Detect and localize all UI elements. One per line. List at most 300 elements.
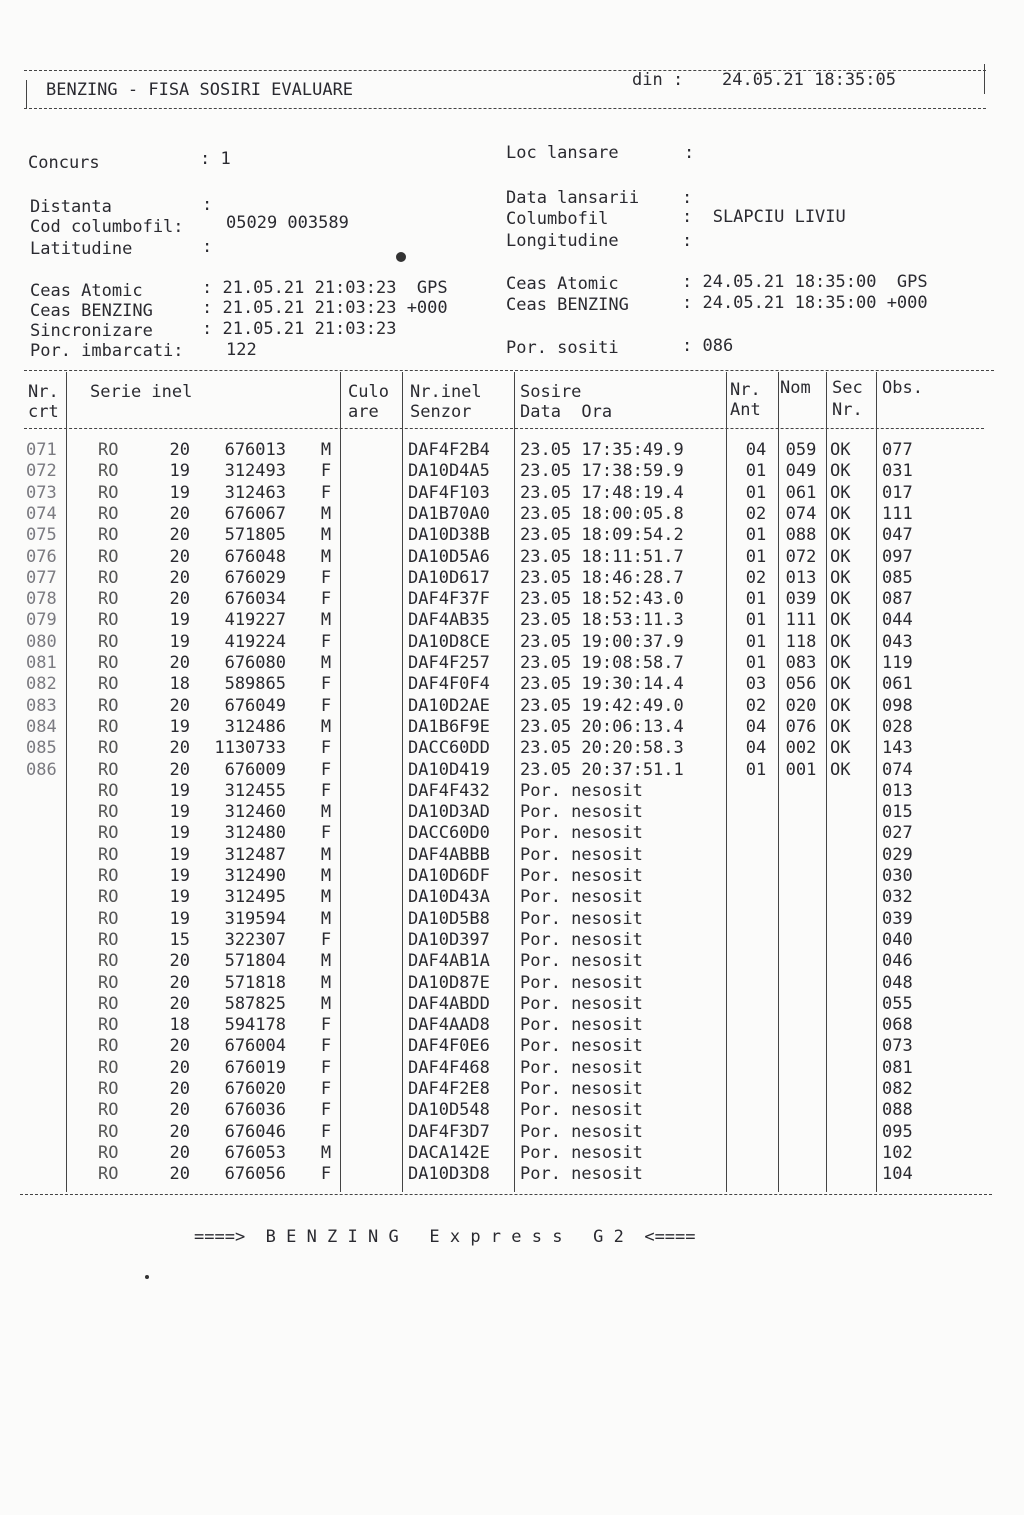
table-row (0, 1036, 1024, 1057)
observation-number: 013 (882, 780, 913, 801)
ring-year: 20 (169, 1164, 190, 1185)
arrival-time: 23.05 18:09:54.2 (520, 525, 684, 546)
table-row (0, 653, 1024, 674)
pigeon-sex: F (320, 567, 332, 588)
ring-country: RO (98, 951, 119, 972)
security-status: OK (830, 482, 851, 503)
sensor-id: DA10D87E (408, 972, 490, 993)
ring-year: 20 (169, 1057, 190, 1078)
ring-year: 20 (169, 503, 190, 524)
table-row (0, 696, 1024, 717)
nom-number: 111 (785, 610, 817, 631)
ceas-benzing-left-label: Ceas BENZING (30, 301, 153, 321)
ring-year: 20 (169, 653, 190, 673)
security-status: OK (830, 631, 851, 652)
observation-number: 074 (882, 759, 913, 780)
ring-number: 419224 (224, 631, 286, 652)
ring-number: 676046 (224, 1121, 286, 1142)
nom-number: 056 (785, 674, 817, 695)
table-row (0, 909, 1024, 930)
nom-number: 061 (785, 482, 817, 503)
sensor-id: DA10D3AD (408, 802, 490, 823)
security-status: OK (830, 738, 851, 759)
table-row (0, 610, 1024, 631)
ring-number: 322307 (224, 929, 286, 950)
sincronizare-label: Sincronizare (30, 321, 153, 341)
pigeon-sex: F (320, 482, 332, 503)
ring-year: 19 (169, 716, 190, 737)
ring-year: 19 (169, 802, 190, 823)
table-row (0, 440, 1024, 461)
antenna-number: 04 (745, 738, 767, 759)
col-culoare-header: Culo (348, 382, 389, 402)
pigeon-sex: M (320, 972, 332, 993)
footer-banner (0, 1207, 1024, 1267)
ring-number: 312495 (224, 887, 286, 908)
imbarcati-value: 122 (226, 340, 257, 360)
sensor-id: DAF4F432 (408, 780, 490, 801)
sensor-id: DAF4F103 (408, 482, 490, 503)
col-obs-header: Obs. (882, 378, 923, 398)
observation-number: 102 (882, 1142, 913, 1163)
pigeon-sex: M (320, 951, 332, 972)
ring-country: RO (98, 1057, 119, 1078)
table-row (0, 483, 1024, 504)
pigeon-sex: F (320, 1015, 332, 1036)
ring-year: 15 (169, 929, 190, 950)
table-bottom-border (20, 1194, 992, 1195)
sensor-id: DAF4AB35 (408, 610, 490, 631)
row-number: 076 (26, 546, 57, 567)
sensor-id: DACA142E (408, 1142, 490, 1163)
sositi-label: Por. sositi (506, 338, 619, 358)
observation-number: 047 (882, 525, 913, 546)
observation-number: 085 (882, 567, 913, 588)
security-status: OK (830, 653, 851, 673)
ring-year: 20 (169, 567, 190, 588)
row-number: 081 (26, 653, 57, 673)
security-status: OK (830, 440, 851, 460)
arrival-time: 23.05 20:37:51.1 (520, 759, 684, 780)
ring-year: 20 (169, 759, 190, 780)
observation-number: 143 (882, 738, 913, 759)
ring-year: 18 (169, 1015, 190, 1036)
ring-country: RO (98, 653, 119, 673)
nom-number: 001 (785, 759, 817, 780)
table-row (0, 1122, 1024, 1143)
sensor-id: DAF4F2B4 (408, 440, 490, 460)
pigeon-sex: F (320, 1057, 332, 1078)
ring-country: RO (98, 461, 119, 482)
antenna-number: 01 (745, 546, 767, 567)
ring-country: RO (98, 1015, 119, 1036)
ceas-benzing-right-label: Ceas BENZING (506, 295, 629, 315)
date-label: din : (632, 70, 684, 90)
arrival-time: 23.05 17:35:49.9 (520, 440, 684, 460)
arrival-time: Por. nesosit (520, 1142, 643, 1163)
sincronizare-value: : 21.05.21 21:03:23 (202, 319, 397, 339)
row-number: 086 (26, 759, 57, 780)
arrival-time: Por. nesosit (520, 1057, 643, 1078)
ring-year: 19 (169, 908, 190, 929)
nom-number: 013 (785, 567, 817, 588)
sensor-id: DAF4F3D7 (408, 1121, 490, 1142)
ring-number: 312480 (224, 823, 286, 844)
ring-country: RO (98, 929, 119, 950)
arrival-time: 23.05 17:38:59.9 (520, 461, 684, 482)
ring-country: RO (98, 993, 119, 1014)
ring-year: 20 (169, 972, 190, 993)
sensor-id: DAF4ABDD (408, 993, 490, 1014)
ring-number: 571805 (224, 525, 286, 546)
ring-number: 676004 (224, 1036, 286, 1057)
sensor-id: DA10D419 (408, 759, 490, 780)
header-left-border (26, 80, 27, 108)
ring-number: 1130733 (214, 738, 286, 759)
ring-country: RO (98, 1079, 119, 1099)
security-status: OK (830, 567, 851, 588)
ring-year: 19 (169, 610, 190, 631)
ring-country: RO (98, 1036, 119, 1057)
pigeon-sex: M (320, 503, 332, 524)
ring-country: RO (98, 631, 119, 652)
table-row (0, 525, 1024, 546)
observation-number: 044 (882, 610, 913, 631)
sensor-id: DA10D397 (408, 929, 490, 950)
security-status: OK (830, 695, 851, 716)
table-row (0, 866, 1024, 887)
ceas-atomic-left-label: Ceas Atomic (30, 281, 143, 301)
ring-country: RO (98, 1121, 119, 1142)
table-row (0, 589, 1024, 610)
concurs-value: : 1 (200, 149, 231, 169)
nom-number: 072 (785, 546, 817, 567)
row-number: 080 (26, 631, 57, 652)
ring-number: 676013 (224, 440, 286, 460)
observation-number: 029 (882, 844, 913, 865)
arrival-time: 23.05 19:08:58.7 (520, 653, 684, 673)
ring-number: 676067 (224, 503, 286, 524)
sensor-id: DA10D2AE (408, 695, 490, 716)
sensor-id: DA10D5B8 (408, 908, 490, 929)
pigeon-sex: M (320, 610, 332, 631)
pigeon-sex: F (320, 1100, 332, 1121)
observation-number: 073 (882, 1036, 913, 1057)
antenna-number: 01 (745, 525, 767, 546)
nom-number: 049 (785, 461, 817, 482)
arrival-time: 23.05 19:00:37.9 (520, 631, 684, 652)
ring-year: 20 (169, 1121, 190, 1142)
ring-number: 676053 (224, 1142, 286, 1163)
arrival-time: 23.05 18:46:28.7 (520, 567, 684, 588)
header-bottom-border (24, 108, 986, 109)
sensor-id: DACC60D0 (408, 823, 490, 844)
antenna-number: 01 (745, 589, 767, 610)
sensor-id: DA1B6F9E (408, 716, 490, 737)
security-status: OK (830, 503, 851, 524)
ring-year: 20 (169, 951, 190, 972)
ring-country: RO (98, 802, 119, 823)
table-row (0, 1164, 1024, 1185)
distanta-label: Distanta (30, 197, 112, 217)
ring-number: 312460 (224, 802, 286, 823)
ring-country: RO (98, 567, 119, 588)
sensor-id: DACC60DD (408, 738, 490, 759)
ring-year: 20 (169, 589, 190, 610)
ring-country: RO (98, 695, 119, 716)
sensor-id: DA10D5A6 (408, 546, 490, 567)
ring-year: 20 (169, 1036, 190, 1057)
pigeon-sex: F (320, 631, 332, 652)
loc-lansare-label: Loc lansare (506, 143, 619, 163)
pigeon-sex: F (320, 1121, 332, 1142)
ceas-atomic-left-value: : 21.05.21 21:03:23 GPS (202, 278, 448, 298)
antenna-number: 03 (745, 674, 767, 695)
nom-number: 088 (785, 525, 817, 546)
table-row (0, 1079, 1024, 1100)
ring-year: 19 (169, 844, 190, 865)
observation-number: 030 (882, 866, 913, 886)
security-status: OK (830, 461, 851, 482)
observation-number: 104 (882, 1164, 913, 1185)
pigeon-sex: M (320, 653, 332, 673)
observation-number: 087 (882, 589, 913, 610)
ring-country: RO (98, 482, 119, 503)
observation-number: 081 (882, 1057, 913, 1078)
observation-number: 055 (882, 993, 913, 1014)
ring-country: RO (98, 887, 119, 908)
pigeon-sex: F (320, 461, 332, 482)
security-status: OK (830, 610, 851, 631)
ring-year: 19 (169, 631, 190, 652)
ring-country: RO (98, 823, 119, 844)
ring-number: 676080 (224, 653, 286, 673)
table-header-border (24, 428, 984, 429)
ring-number: 571818 (224, 972, 286, 993)
sensor-id: DA10D548 (408, 1100, 490, 1121)
observation-number: 077 (882, 440, 913, 460)
pigeon-sex: F (320, 1164, 332, 1185)
ring-country: RO (98, 866, 119, 886)
row-number: 085 (26, 738, 57, 759)
pigeon-sex: M (320, 887, 332, 908)
pigeon-sex: F (320, 589, 332, 610)
sensor-id: DAF4AAD8 (408, 1015, 490, 1036)
antenna-number: 01 (745, 631, 767, 652)
longitudine-label: Longitudine (506, 231, 619, 251)
sensor-id: DA1B70A0 (408, 503, 490, 524)
table-row (0, 760, 1024, 781)
observation-number: 032 (882, 887, 913, 908)
row-number: 074 (26, 503, 57, 524)
observation-number: 043 (882, 631, 913, 652)
observation-number: 039 (882, 908, 913, 929)
ring-number: 312487 (224, 844, 286, 865)
ring-number: 312455 (224, 780, 286, 801)
arrival-time: 23.05 18:11:51.7 (520, 546, 684, 567)
columbofil-label: Columbofil (506, 209, 609, 229)
ring-number: 312493 (224, 461, 286, 482)
ring-year: 20 (169, 546, 190, 567)
latitudine-value: : (202, 237, 213, 257)
ring-country: RO (98, 440, 119, 460)
pigeon-sex: M (320, 908, 332, 929)
observation-number: 082 (882, 1079, 913, 1099)
loc-lansare-value: : (684, 143, 695, 163)
sensor-id: DA10D4A5 (408, 461, 490, 482)
antenna-number: 01 (745, 482, 767, 503)
arrival-time: Por. nesosit (520, 951, 643, 972)
nom-number: 059 (785, 440, 817, 460)
pigeon-sex: M (320, 866, 332, 886)
row-number: 072 (26, 461, 57, 482)
sensor-id: DA10D3D8 (408, 1164, 490, 1185)
pigeon-sex: F (320, 695, 332, 716)
arrival-time: Por. nesosit (520, 1121, 643, 1142)
pigeon-sex: M (320, 546, 332, 567)
ring-country: RO (98, 780, 119, 801)
ring-year: 19 (169, 887, 190, 908)
row-number: 071 (26, 440, 57, 460)
arrival-time: Por. nesosit (520, 972, 643, 993)
table-row (0, 1100, 1024, 1121)
ring-number: 676034 (224, 589, 286, 610)
arrival-time: Por. nesosit (520, 1100, 643, 1121)
ring-number: 589865 (224, 674, 286, 695)
sensor-id: DAF4F2E8 (408, 1079, 490, 1099)
col-crt-header: crt (28, 402, 59, 422)
row-number: 082 (26, 674, 57, 695)
ring-year: 19 (169, 823, 190, 844)
arrival-time: 23.05 18:53:11.3 (520, 610, 684, 631)
arrival-time: 23.05 20:20:58.3 (520, 738, 684, 759)
pigeon-sex: F (320, 823, 332, 844)
table-row (0, 1015, 1024, 1036)
observation-number: 119 (882, 653, 913, 673)
row-number: 084 (26, 716, 57, 737)
data-lansarii-label: Data lansarii (506, 188, 640, 208)
ring-year: 18 (169, 674, 190, 695)
imbarcati-label: Por. imbarcati: (30, 341, 184, 361)
ring-year: 19 (169, 461, 190, 482)
table-top-border (24, 370, 994, 371)
observation-number: 111 (882, 503, 913, 524)
observation-number: 061 (882, 674, 913, 695)
ring-country: RO (98, 610, 119, 631)
sensor-id: DAF4F0F4 (408, 674, 490, 695)
pigeon-sex: M (320, 440, 332, 460)
col-sosire-header: Sosire (520, 382, 582, 402)
security-status: OK (830, 525, 851, 546)
ring-number: 676048 (224, 546, 286, 567)
ring-number: 676020 (224, 1079, 286, 1099)
antenna-number: 02 (745, 503, 767, 524)
ring-year: 19 (169, 482, 190, 503)
pigeon-sex: M (320, 1142, 332, 1163)
arrival-time: 23.05 18:00:05.8 (520, 503, 684, 524)
row-number: 079 (26, 610, 57, 631)
arrival-time: Por. nesosit (520, 844, 643, 865)
pigeon-sex: F (320, 738, 332, 759)
pigeon-sex: M (320, 993, 332, 1014)
cod-columbofil-value: 05029 003589 (226, 213, 349, 233)
nom-number: 002 (785, 738, 817, 759)
ring-country: RO (98, 503, 119, 524)
ink-spot (396, 252, 406, 262)
ring-number: 676036 (224, 1100, 286, 1121)
sensor-id: DAF4F257 (408, 653, 490, 673)
observation-number: 098 (882, 695, 913, 716)
ring-number: 312490 (224, 866, 286, 886)
sensor-id: DAF4AB1A (408, 951, 490, 972)
ring-country: RO (98, 738, 119, 759)
sensor-id: DAF4F468 (408, 1057, 490, 1078)
pigeon-sex: F (320, 674, 332, 695)
security-status: OK (830, 716, 851, 737)
table-row (0, 1058, 1024, 1079)
ring-country: RO (98, 844, 119, 865)
table-row (0, 951, 1024, 972)
table-row (0, 994, 1024, 1015)
ring-year: 20 (169, 695, 190, 716)
nom-number: 039 (785, 589, 817, 610)
table-row (0, 802, 1024, 823)
col-data-ora-header: Data Ora (520, 402, 613, 422)
pigeon-sex: M (320, 802, 332, 823)
table-row (0, 504, 1024, 525)
ring-year: 20 (169, 1100, 190, 1121)
ring-country: RO (98, 759, 119, 780)
arrival-time: Por. nesosit (520, 1015, 643, 1036)
table-row (0, 781, 1024, 802)
cod-columbofil-label: Cod columbofil: (30, 217, 184, 237)
table-row (0, 461, 1024, 482)
arrival-time: Por. nesosit (520, 887, 643, 908)
ring-year: 20 (169, 525, 190, 546)
col-serie-header: Serie inel (90, 382, 193, 402)
observation-number: 095 (882, 1121, 913, 1142)
observation-number: 015 (882, 802, 913, 823)
ring-number: 571804 (224, 951, 286, 972)
pigeon-sex: F (320, 1036, 332, 1057)
observation-number: 097 (882, 546, 913, 567)
arrival-time: Por. nesosit (520, 1036, 643, 1057)
antenna-number: 02 (745, 567, 767, 588)
table-row (0, 717, 1024, 738)
arrival-time: Por. nesosit (520, 1079, 643, 1099)
observation-number: 088 (882, 1100, 913, 1121)
table-row (0, 547, 1024, 568)
ring-country: RO (98, 1142, 119, 1163)
sensor-id: DA10D38B (408, 525, 490, 546)
observation-number: 040 (882, 929, 913, 950)
pigeon-sex: M (320, 844, 332, 865)
ink-dot (145, 1275, 149, 1279)
table-row (0, 632, 1024, 653)
ring-year: 20 (169, 738, 190, 759)
arrival-time: Por. nesosit (520, 802, 643, 823)
ring-number: 587825 (224, 993, 286, 1014)
col-nr-inel-header: Nr.inel (410, 382, 482, 402)
ring-number: 676009 (224, 759, 286, 780)
table-row (0, 823, 1024, 844)
ring-country: RO (98, 1100, 119, 1121)
ring-number: 676056 (224, 1164, 286, 1185)
table-row (0, 887, 1024, 908)
arrival-time: Por. nesosit (520, 993, 643, 1014)
ring-number: 594178 (224, 1015, 286, 1036)
sensor-id: DA10D617 (408, 567, 490, 588)
